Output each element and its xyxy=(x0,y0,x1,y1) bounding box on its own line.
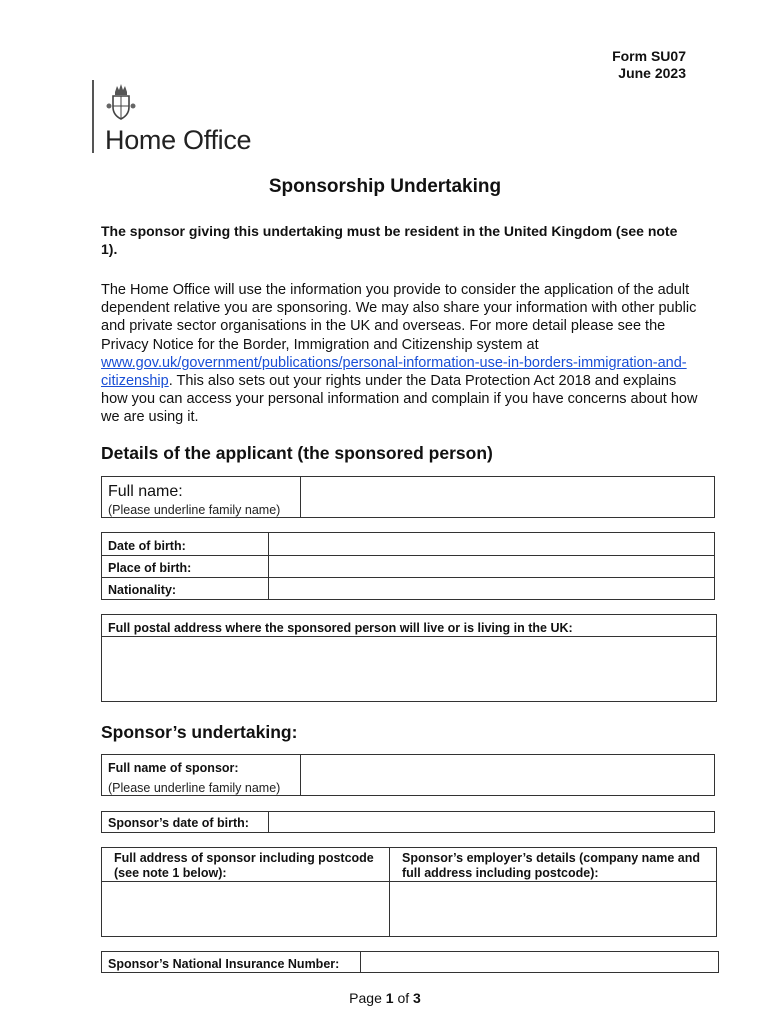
logo-text: Home Office xyxy=(105,125,252,155)
sponsor-dob-table xyxy=(101,811,715,833)
applicant-name-field[interactable] xyxy=(301,477,714,517)
applicant-name-table xyxy=(101,476,715,518)
applicant-details-table xyxy=(101,532,715,600)
sponsor-heading: Sponsor’s undertaking: xyxy=(101,722,298,742)
sponsor-address-field[interactable] xyxy=(102,882,389,936)
sponsor-name-hint: (Please underline family name) xyxy=(108,781,281,795)
applicant-nationality-label: Nationality: xyxy=(108,583,177,597)
logo-bar xyxy=(92,80,94,153)
form-code xyxy=(612,48,686,82)
applicant-dob-label: Date of birth: xyxy=(108,539,186,553)
document-title: Sponsorship Undertaking xyxy=(268,176,502,197)
applicant-address-field[interactable] xyxy=(102,637,716,701)
page-number xyxy=(0,990,770,1006)
applicant-address-label: Full postal address where the sponsored person will live or is living in the UK: xyxy=(108,621,573,635)
sponsor-address-table xyxy=(101,847,717,937)
page-total: 3 xyxy=(413,990,421,1006)
privacy-text-start: The Home Office will use the information you provide to consider the application of the adult dependent relative you are sponsoring. We may also share your information with other public and private sector organisations in the UK and overseas. For more detail please see the Privacy Notice for the Border, Immigration and Citizenship system at xyxy=(101,282,697,353)
applicant-nationality-field[interactable] xyxy=(269,578,714,599)
applicant-heading: Details of the applicant (the sponsored person) xyxy=(101,443,493,463)
sponsor-employer-field[interactable] xyxy=(390,882,716,936)
sponsor-name-field[interactable] xyxy=(301,755,714,795)
page-word: Page xyxy=(349,990,382,1006)
applicant-pob-label: Place of birth: xyxy=(108,561,192,575)
sponsor-ni-field[interactable] xyxy=(361,952,718,972)
applicant-pob-field[interactable] xyxy=(269,556,714,577)
applicant-address-table xyxy=(101,614,717,702)
sponsor-address-label: Full address of sponsor including postcode (see note 1 below): xyxy=(114,851,374,880)
privacy-text-end: . This also sets out your rights under the Data Protection Act 2018 and explains how you can access your personal information and complain if you have concerns about how we are using it. xyxy=(101,373,698,426)
sponsor-name-table xyxy=(101,754,715,796)
applicant-name-label: Full name: xyxy=(108,483,183,500)
privacy-link[interactable]: www.gov.uk/government/publications/personal-information-use-in-borders-immigration-and-citizenship xyxy=(101,354,687,390)
sponsor-dob-label: Sponsor’s date of birth: xyxy=(108,816,249,830)
home-office-logo xyxy=(92,80,292,158)
sponsor-employer-label: Sponsor’s employer’s details (company name and full address including postcode): xyxy=(402,851,701,880)
royal-crest-icon xyxy=(106,82,136,122)
page-of: of xyxy=(397,990,410,1006)
sponsor-dob-field[interactable] xyxy=(269,812,714,832)
sponsor-name-label: Full name of sponsor: xyxy=(108,761,239,775)
resident-note: The sponsor giving this undertaking must be resident in the United Kingdom (see note 1). xyxy=(101,223,678,257)
sponsor-ni-table xyxy=(101,951,719,973)
sponsor-ni-label: Sponsor’s National Insurance Number: xyxy=(108,957,340,971)
page-current: 1 xyxy=(385,990,394,1006)
form-number: Form SU07 xyxy=(612,48,686,64)
applicant-dob-field[interactable] xyxy=(269,533,714,555)
privacy-notice xyxy=(101,281,701,427)
applicant-name-hint: (Please underline family name) xyxy=(108,503,281,517)
form-date: June 2023 xyxy=(618,65,686,81)
